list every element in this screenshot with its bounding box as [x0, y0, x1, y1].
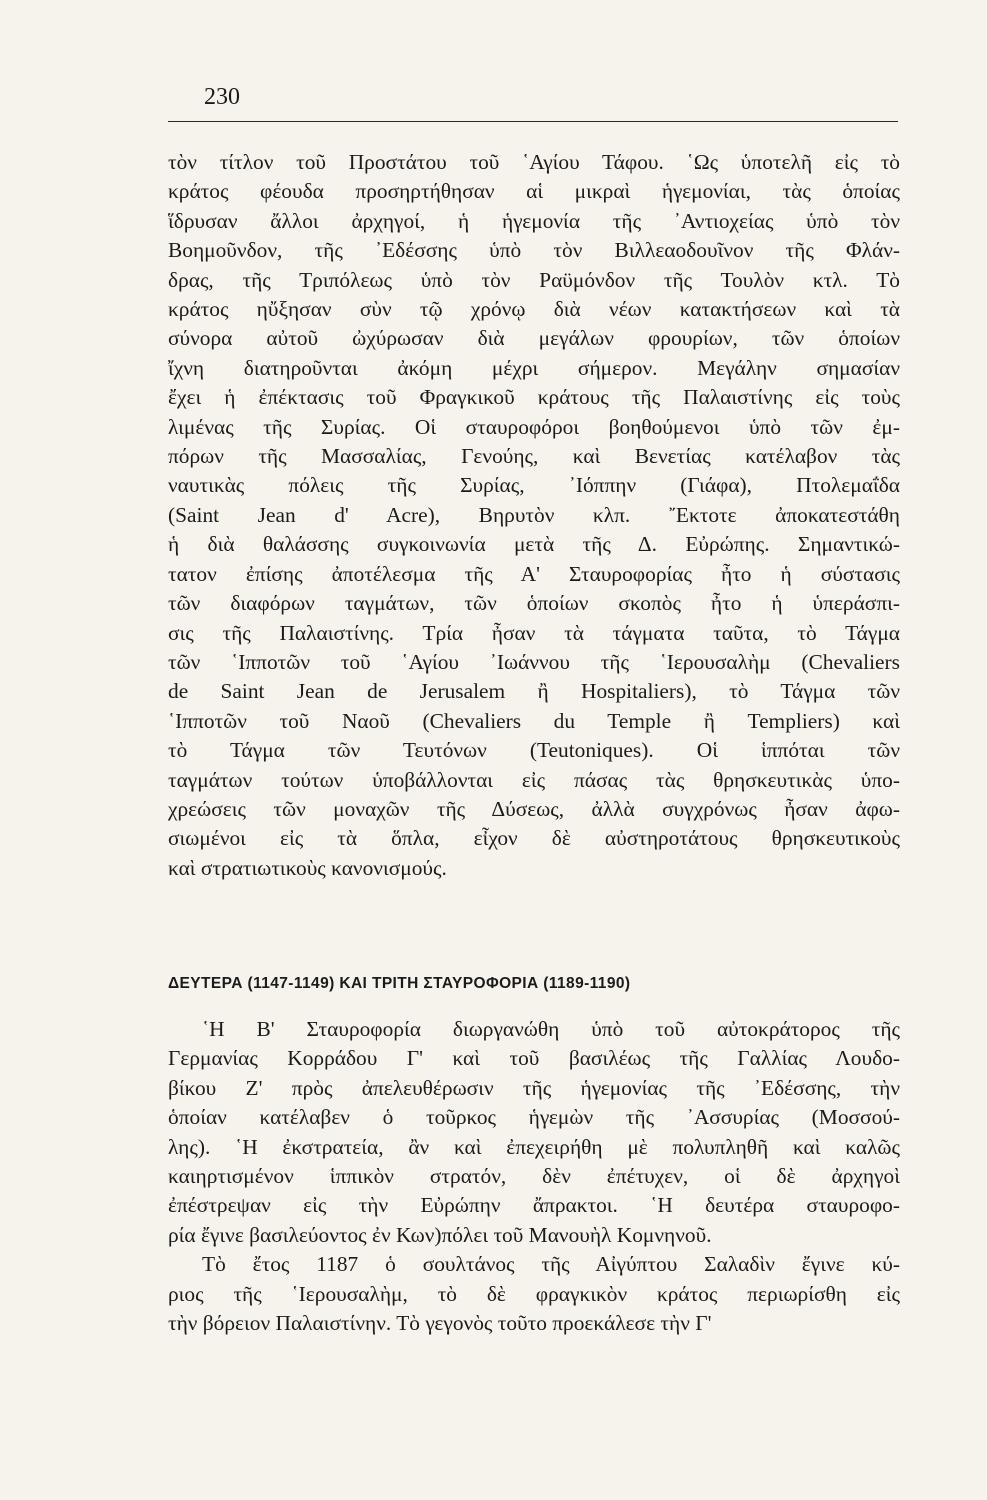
text-line: τῶν διαφόρων ταγμάτων, τῶν ὁποίων σκοπὸς ἦτο ἡ ὑπεράσπι- [168, 591, 900, 616]
text-line: Γερμανίας Κορράδου Γ' καὶ τοῦ βασιλέως τῆς Γαλλίας Λουδο- [168, 1046, 900, 1071]
paragraph-1 [168, 148, 900, 883]
text-line: ἐπέστρεψαν εἰς τὴν Εὐρώπην ἄπρακτοι. ῾Η δευτέρα σταυροφο- [168, 1193, 900, 1218]
text-line: τὴν βόρειον Παλαιστίνην. Τὸ γεγονὸς τοῦτο προεκάλεσε τὴν Γ' [168, 1311, 712, 1336]
text-line: ἵδρυσαν ἄλλοι ἀρχηγοί, ἡ ἡγεμονία τῆς ᾿Αντιοχείας ὑπὸ τὸν [168, 208, 900, 233]
header-rule [168, 121, 898, 122]
text-line: τατον ἐπίσης ἀποτέλεσμα τῆς Α' Σταυροφορίας ἦτο ἡ σύστασις [168, 561, 900, 586]
text-line: Βοημοῦνδον, τῆς ᾿Εδέσσης ὑπὸ τὸν Βιλλεαοδουῖνον τῆς Φλάν- [168, 238, 900, 263]
text-line: σιωμένοι εἰς τὰ ὅπλα, εἶχον δὲ αὐστηροτάτους θρησκευτικοὺς [168, 826, 900, 851]
text-line: ἡ διὰ θαλάσσης συγκοινωνία μετὰ τῆς Δ. Εὐρώπης. Σημαντικώ- [168, 532, 900, 557]
text-line: καὶ στρατιωτικοὺς κανονισμούς. [168, 855, 447, 880]
text-line: ἴχνη διατηροῦνται ἀκόμη μέχρι σήμερον. Μεγάλην σημασίαν [168, 355, 900, 380]
text-line: de Saint Jean de Jerusalem ἢ Hospitaliers), τὸ Τάγμα τῶν [168, 679, 900, 704]
paragraph-2 [168, 1015, 900, 1338]
text-line: ὁποίαν κατέλαβεν ὁ τοῦρκος ἡγεμὼν τῆς ᾿Ασσυρίας (Μοσσού- [168, 1105, 900, 1130]
text-line: ταγμάτων τούτων ὑποβάλλονται εἰς πάσας τὰς θρησκευτικὰς ὑπο- [168, 767, 900, 792]
text-line: (Saint Jean d' Acre), Βηρυτὸν κλπ. ῎Εκτοτε ἀποκατεστάθη [168, 502, 900, 527]
text-line: τῶν ῾Ιπποτῶν τοῦ ῾Αγίου ᾿Ιωάννου τῆς ῾Ιερουσαλὴμ (Chevaliers [168, 649, 900, 674]
text-line: κράτος φέουδα προσηρτήθησαν αἱ μικραὶ ἡγεμονίαι, τὰς ὁποίας [168, 179, 900, 204]
text-line: καιηρτισμένον ἱππικὸν στρατόν, δὲν ἐπέτυχεν, οἱ δὲ ἀρχηγοὶ [168, 1164, 900, 1189]
text-line: βίκου Ζ' πρὸς ἀπελευθέρωσιν τῆς ἡγεμονίας τῆς ᾿Εδέσσης, τὴν [168, 1075, 900, 1100]
text-line: ῾Ιπποτῶν τοῦ Ναοῦ (Chevaliers du Temple ἢ Templiers) καὶ [168, 708, 900, 733]
text-line: ρία ἔγινε βασιλεύοντος ἐν Κων)πόλει τοῦ Μανουὴλ Κομνηνοῦ. [168, 1222, 712, 1247]
text-line: τὸν τίτλον τοῦ Προστάτου τοῦ ῾Αγίου Τάφου. ῾Ως ὑποτελῆ εἰς τὸ [168, 150, 900, 174]
text-line: Τὸ ἔτος 1187 ὁ σουλτάνος τῆς Αἰγύπτου Σαλαδὶν ἔγινε κύ- [202, 1252, 900, 1277]
text-line: ἔχει ἡ ἐπέκτασις τοῦ Φραγκικοῦ κράτους τῆς Παλαιστίνης εἰς τοὺς [168, 385, 900, 410]
text-line: πόρων τῆς Μασσαλίας, Γενούης, καὶ Βενετίας κατέλαβον τὰς [168, 444, 900, 469]
text-line: σις τῆς Παλαιστίνης. Τρία ἦσαν τὰ τάγματα ταῦτα, τὸ Τάγμα [168, 620, 900, 645]
section-heading: ΔΕΥΤΕΡΑ (1147-1149) ΚΑΙ ΤΡΙΤΗ ΣΤΑΥΡΟΦΟΡΙΑ (1189-1190) [168, 975, 631, 992]
text-line: ναυτικὰς πόλεις τῆς Συρίας, ᾿Ιόππην (Γιάφα), Πτολεμαΐδα [168, 473, 900, 498]
text-line: τὸ Τάγμα τῶν Τευτόνων (Teutoniques). Οἱ ἱππόται τῶν [168, 738, 900, 763]
text-line: σύνορα αὐτοῦ ὠχύρωσαν διὰ μεγάλων φρουρίων, τῶν ὁποίων [168, 326, 900, 351]
text-line: χρεώσεις τῶν μοναχῶν τῆς Δύσεως, ἀλλὰ συγχρόνως ἦσαν ἀφω- [168, 796, 900, 821]
text-line: λιμένας τῆς Συρίας. Οἱ σταυροφόροι βοηθούμενοι ὑπὸ τῶν ἐμ- [168, 414, 900, 439]
text-line: δρας, τῆς Τριπόλεως ὑπὸ τὸν Ραϋμόνδον τῆς Τουλὸν κτλ. Τὸ [168, 267, 900, 292]
text-line: κράτος ηὔξησαν σὺν τῷ χρόνῳ διὰ νέων κατακτήσεων καὶ τὰ [168, 297, 900, 322]
text-line: ριος τῆς ῾Ιερουσαλὴμ, τὸ δὲ φραγκικὸν κράτος περιωρίσθη εἰς [168, 1281, 900, 1306]
text-line: λης). ῾Η ἐκστρατεία, ἂν καὶ ἐπεχειρήθη μὲ πολυπληθῆ καὶ καλῶς [168, 1134, 900, 1159]
page-number: 230 [204, 84, 240, 110]
text-line: ῾Η Β' Σταυροφορία διωργανώθη ὑπὸ τοῦ αὐτοκράτορος τῆς [202, 1017, 900, 1041]
